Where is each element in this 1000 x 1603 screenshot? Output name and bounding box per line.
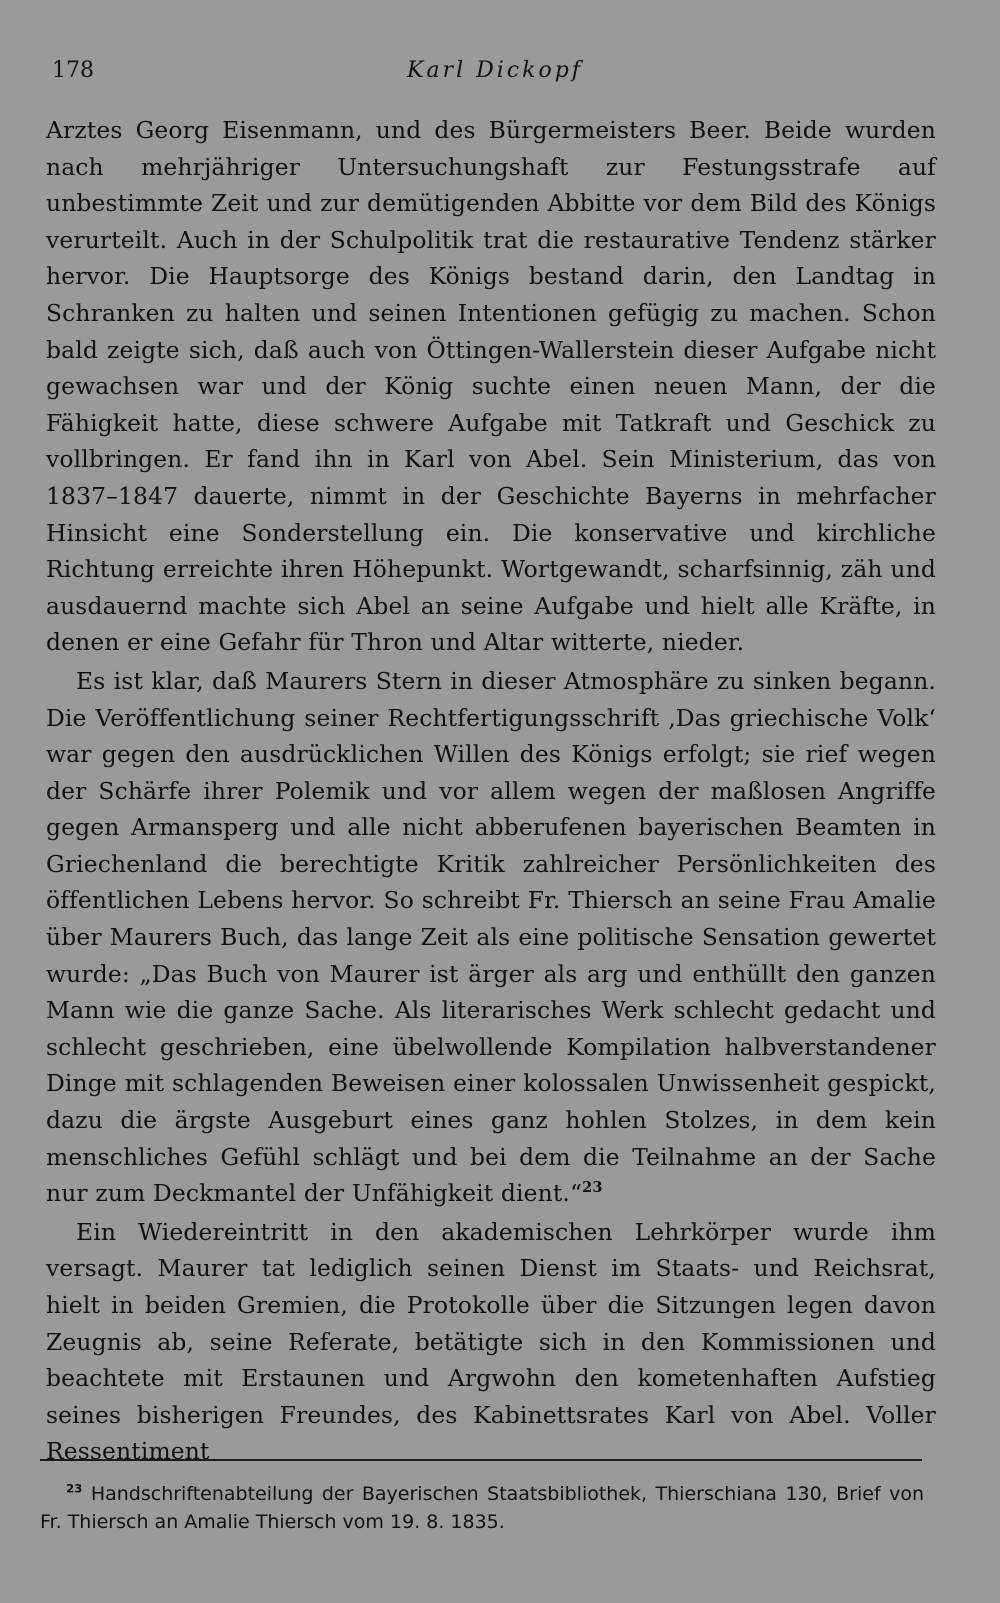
footnote-text: Handschriftenabteilung der Bayerischen Staatsbibliothek, Thierschiana 130, Brief von Fr. Thiersch an Amalie Thiersch vom 19. 8. 1835. xyxy=(40,1483,924,1533)
footnotes xyxy=(40,1480,924,1536)
page-number: 178 xyxy=(52,58,94,83)
main-text xyxy=(46,112,936,1470)
running-title: Karl Dickopf xyxy=(407,58,583,83)
footnote-reference: 23 xyxy=(582,1179,603,1197)
paragraph-3: Ein Wiedereintritt in den akademischen Lehrkörper wurde ihm versagt. Maurer tat lediglich seinen Dienst im Staats- und Reichsrat, hielt in beiden Gremien, die Protokolle über die Sitzungen legen davon Zeugnis ab, seine Referate, betätigte sich in den Kommissionen und beachtete mit Erstaunen und Argwohn den kometenhaften Aufstieg seines bisherigen Freundes, des Kabinettsrates Karl von Abel. Voller Ressentiment xyxy=(46,1217,936,1466)
paragraph-2-text: Es ist klar, daß Maurers Stern in dieser Atmosphäre zu sinken begann. Die Veröffentlichung seiner Rechtfertigungsschrift ‚Das griechische Volk‘ war gegen den ausdrücklichen Willen des Königs erfolgt; sie rief wegen der Schärfe ihrer Polemik und vor allem wegen der maßlosen Angriffe gegen Armansperg und alle nicht abberufenen bayerischen Beamten in Griechenland die berechtigte Kritik zahlreicher Persönlichkeiten des öffentlichen Lebens hervor. So schreibt Fr. Thiersch an seine Frau Amalie über Maurers Buch, das lange Zeit als eine politische Sensation gewertet wurde: „Das Buch von Maurer ist ärger als arg und enthüllt den ganzen Mann wie die ganze Sache. Als literarisches Werk schlecht gedacht und schlecht geschrieben, eine übelwollende Kompilation halbverstandener Dinge mit schlagenden Beweisen einer kolossalen Unwissenheit gespickt, dazu die ärgste Ausgeburt eines ganz hohlen Stolzes, in dem kein menschliches Gefühl schlägt und bei dem die Teilnahme an der Sache nur zum Deckmantel der Unfähigkeit dient.“ xyxy=(46,666,936,1208)
footnote-marker: 23 xyxy=(66,1481,83,1496)
footnote-divider xyxy=(40,1459,922,1461)
footnote-23 xyxy=(40,1480,924,1536)
page-header xyxy=(52,58,938,92)
paragraph-1: Arztes Georg Eisenmann, und des Bürgermeisters Beer. Beide wurden nach mehrjähriger Untersuchungshaft zur Festungsstrafe auf unbestimmte Zeit und zur demütigenden Abbitte vor dem Bild des Königs verurteilt. Auch in der Schulpolitik trat die restaurative Tendenz stärker hervor. Die Hauptsorge des Königs bestand darin, den Landtag in Schranken zu halten und seinen Intentionen gefügig zu machen. Schon bald zeigte sich, daß auch von Öttingen-Wallerstein dieser Aufgabe nicht gewachsen war und der König suchte einen neuen Mann, der die Fähigkeit hatte, diese schwere Aufgabe mit Tatkraft und Geschick zu vollbringen. Er fand ihn in Karl von Abel. Sein Ministerium, das von 1837–1847 dauerte, nimmt in der Geschichte Bayerns in mehrfacher Hinsicht eine Sonderstellung ein. Die konservative und kirchliche Richtung erreichte ihren Höhepunkt. Wortgewandt, scharfsinnig, zäh und ausdauernd machte sich Abel an seine Aufgabe und hielt alle Kräfte, in denen er eine Gefahr für Thron und Altar witterte, nieder. xyxy=(46,116,936,657)
paragraph-2 xyxy=(46,663,936,1212)
